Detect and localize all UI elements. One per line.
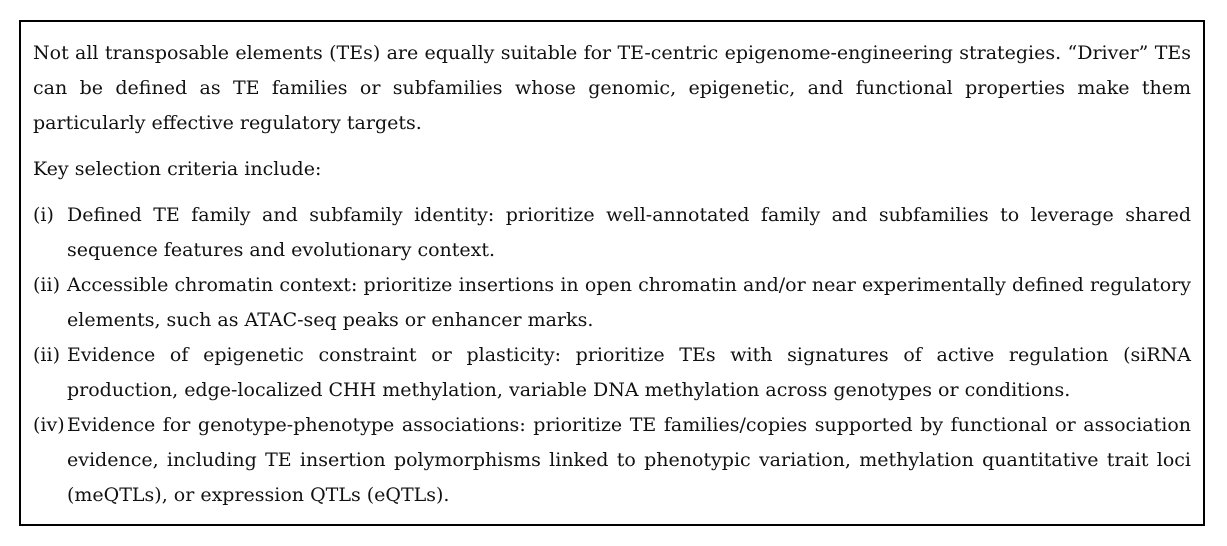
intro-paragraph: Not all transposable elements (TEs) are equally suitable for TE-centric epigenome-engineering strategies. “Driver” TEs can be defined as TE families or subfamilies whose genomic, epigenetic, and functional properties make them particularly effective regulatory targets. xyxy=(33,42,1191,134)
criteria-marker: (iv) xyxy=(33,414,65,436)
criteria-list xyxy=(33,198,1191,513)
criteria-marker: (ii) xyxy=(33,344,60,366)
criteria-marker: (ii) xyxy=(33,274,60,296)
criteria-text: Evidence for genotype-phenotype associations: prioritize TE families/copies supported by functional or association evidence, including TE insertion polymorphisms linked to phenotypic variation, methylation quantitative trait loci (meQTLs), or expression QTLs (eQTLs). xyxy=(67,414,1191,506)
criteria-item xyxy=(33,338,1191,408)
criteria-lead-in: Key selection criteria include: xyxy=(33,158,322,180)
criteria-marker: (i) xyxy=(33,204,54,226)
criteria-text: Evidence of epigenetic constraint or plasticity: prioritize TEs with signatures of active regulation (siRNA production, edge-localized CHH methylation, variable DNA methylation across genotypes or conditions. xyxy=(67,344,1191,401)
criteria-item xyxy=(33,198,1191,268)
criteria-text: Accessible chromatin context: prioritize insertions in open chromatin and/or near experimentally defined regulatory elements, such as ATAC-seq peaks or enhancer marks. xyxy=(67,274,1191,331)
criteria-item xyxy=(33,268,1191,338)
criteria-item xyxy=(33,408,1191,513)
criteria-text: Defined TE family and subfamily identity: prioritize well-annotated family and subfamilies to leverage shared sequence features and evolutionary context. xyxy=(67,204,1191,261)
text-box xyxy=(19,20,1205,526)
